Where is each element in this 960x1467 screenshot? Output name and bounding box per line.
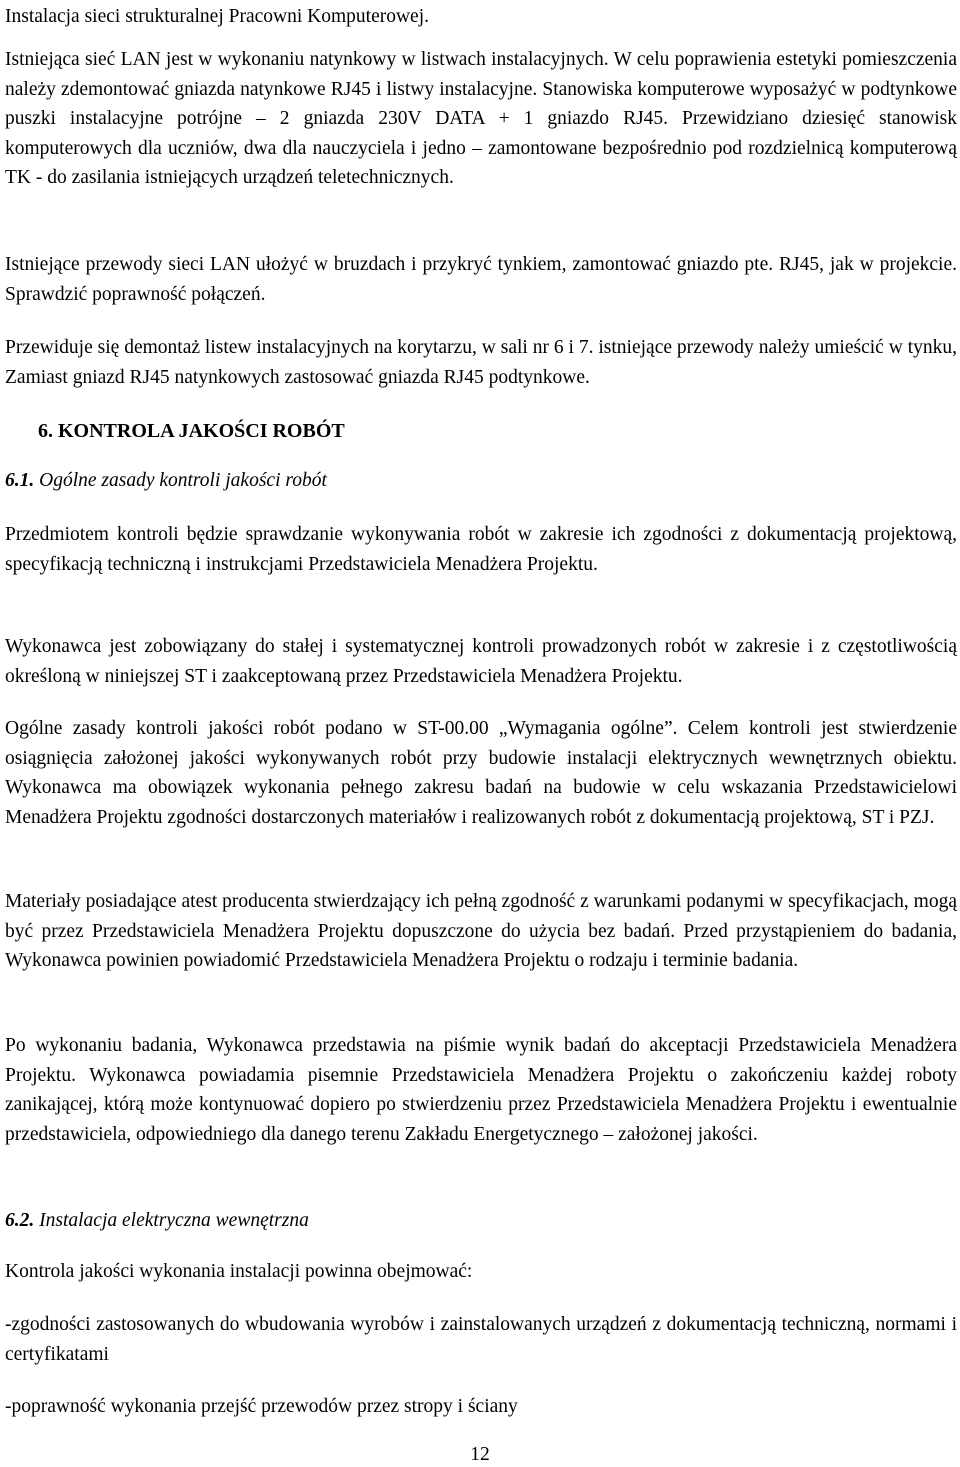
intro-title: Instalacja sieci strukturalnej Pracowni Komputerowej. [5,6,429,27]
subsection-number: 6.1. [5,470,35,491]
page-number: 12 [470,1444,490,1465]
list-item-passages: -poprawność wykonania przejść przewodów przez stropy i ściany [5,1396,518,1417]
paragraph-inspection-subject: Przedmiotem kontroli będzie sprawdzanie wykonywania robót w zakresie ich zgodności z dokumentacją projektową, specyfikacją techniczną i instrukcjami Przedstawiciela Menadżera Projektu. [5,524,957,575]
paragraph-control-scope: Kontrola jakości wykonania instalacji powinna obejmować: [5,1261,473,1282]
subsection-title: Ogólne zasady kontroli jakości robót [39,470,327,491]
paragraph-existing-lan: Istniejąca sieć LAN jest w wykonaniu natynkowy w listwach instalacyjnych. W celu poprawienia estetyki pomieszczenia należy zdemontować gniazda natynkowe RJ45 i listwy instalacyjne. Stanowiska komputerowe wyposażyć w podtynkowe puszki instalacyjne potrójne – 2 gniazda 230V DATA + 1 gniazdo RJ45. Przewidziano dziesięć stanowisk komputerowych dla uczniów, dwa dla nauczyciela i jedno – zamontowane bezpośrednio pod rozdzielnicą komputerową TK - do zasilania istniejących urządzeń teletechnicznych. [5,49,957,188]
subsection-number: 6.2. [5,1210,35,1231]
section-heading-quality-control: 6. KONTROLA JAKOŚCI ROBÓT [38,420,345,442]
paragraph-certified-materials: Materiały posiadające atest producenta stwierdzający ich pełną zgodność z warunkami podanymi w specyfikacjach, mogą być przez Przedstawiciela Menadżera Projektu dopuszczone do użycia bez badań. Przed przystąpieniem do badania, Wykonawca powinien powiadomić Przedstawiciela Menadżera Projektu o rodzaju i terminie badania. [5,891,957,971]
paragraph-corridor-dismantle: Przewiduje się demontaż listew instalacyjnych na korytarzu, w sali nr 6 i 7. istniejące przewody należy umieścić w tynku, Zamiast gniazd RJ45 natynkowych zastosować gniazda RJ45 podtynkowe. [5,337,957,388]
subsection-heading-6-1 [5,466,327,496]
paragraph-contractor-obligation: Wykonawca jest zobowiązany do stałej i systematycznej kontroli prowadzonych robót w zakresie i z częstotliwością określoną w niniejszej ST i zaakceptowaną przez Przedstawiciela Menadżera Projektu. [5,636,957,687]
paragraph-general-rules: Ogólne zasady kontroli jakości robót podano w ST-00.00 „Wymagania ogólne”. Celem kontroli jest stwierdzenie osiągnięcia założonej jakości wykonywanych robót przy budowie instalacji elektrycznych wewnętrznych obiektu. Wykonawca ma obowiązek wykonania pełnego zakresu badań na budowie w celu wskazania Przedstawicielowi Menadżera Projektu zgodności dostarczonych materiałów i realizowanych robót z dokumentacją projektową, ST i PZJ. [5,718,957,828]
subsection-heading-6-2 [5,1206,309,1236]
list-item-compliance: -zgodności zastosowanych do wbudowania wyrobów i zainstalowanych urządzeń z dokumentacją techniczną, normami i certyfikatami [5,1314,957,1365]
subsection-title: Instalacja elektryczna wewnętrzna [39,1210,309,1231]
paragraph-lan-cables: Istniejące przewody sieci LAN ułożyć w bruzdach i przykryć tynkiem, zamontować gniazdo pte. RJ45, jak w projekcie. Sprawdzić poprawność połączeń. [5,254,957,305]
paragraph-after-testing: Po wykonaniu badania, Wykonawca przedstawia na piśmie wynik badań do akceptacji Przedstawiciela Menadżera Projektu. Wykonawca powiadamia pisemnie Przedstawiciela Menadżera Projektu o zakończeniu każdej roboty zanikającej, którą może kontynuować dopiero po stwierdzeniu przez Przedstawiciela Menadżera Projektu i ewentualnie przedstawiciela, odpowiedniego dla danego terenu Zakładu Energetycznego – założonej jakości. [5,1035,957,1145]
